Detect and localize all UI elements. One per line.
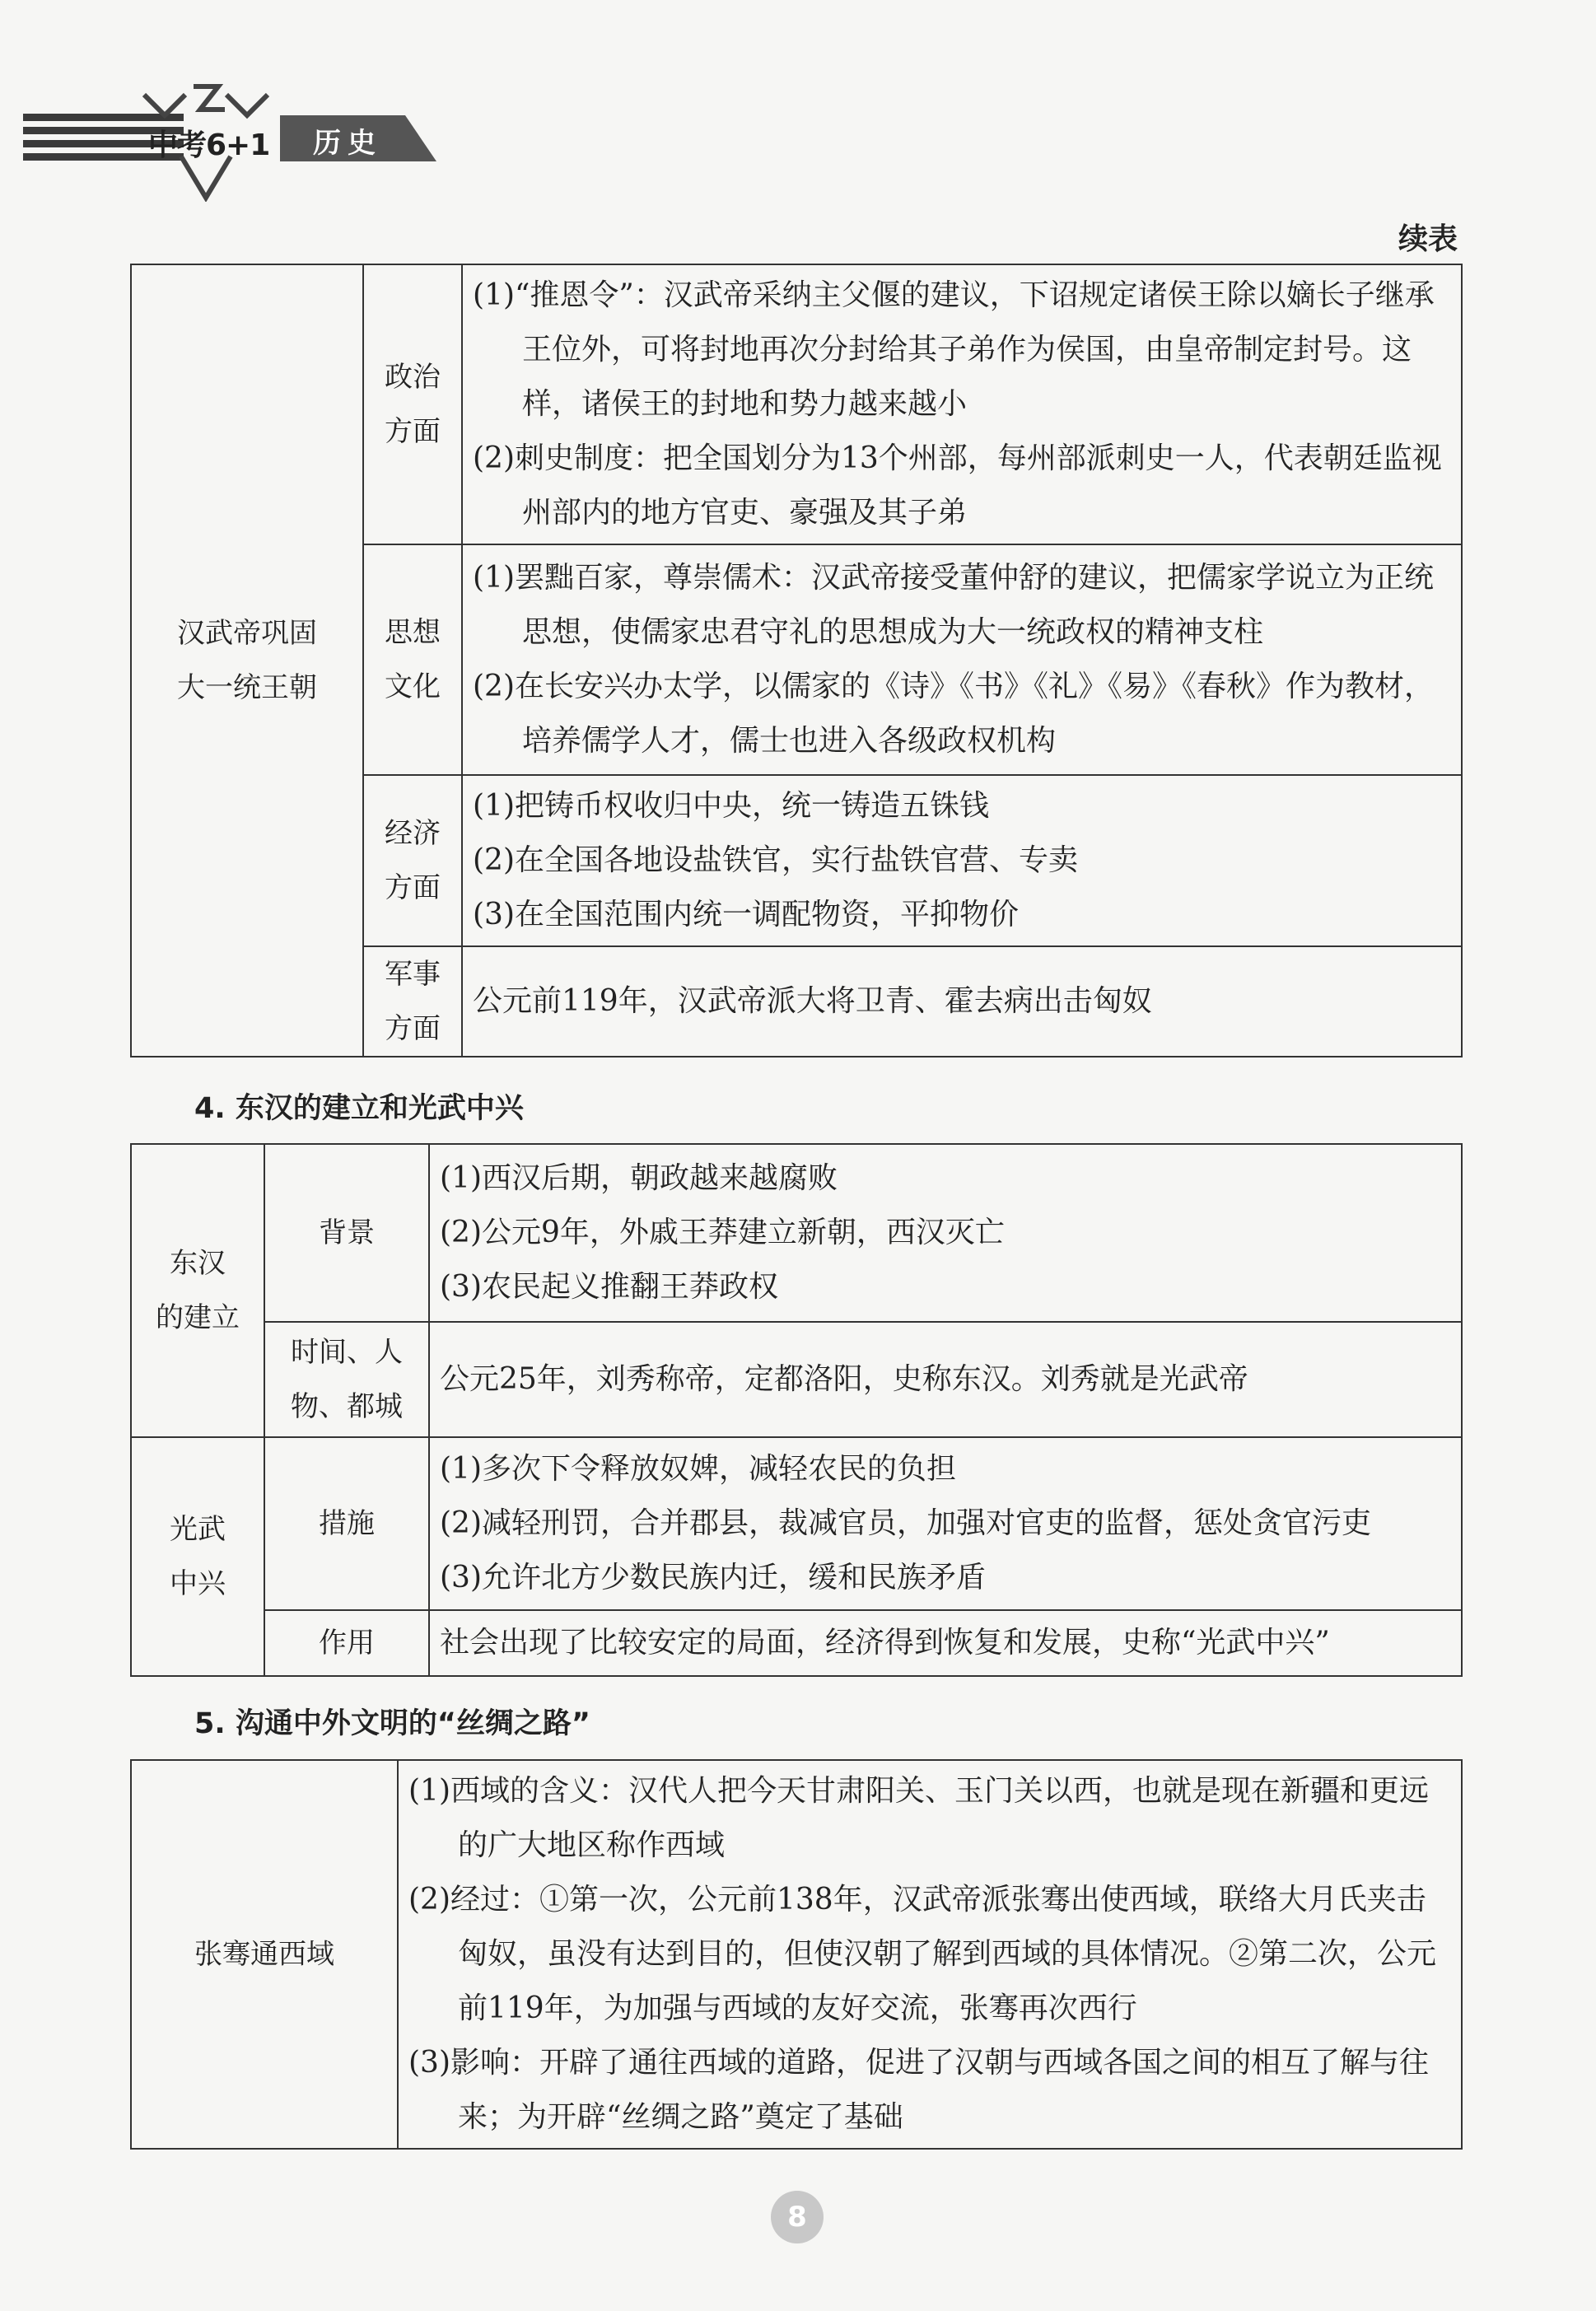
aspect-time-person-capital: 时间、人 物、都城 xyxy=(264,1322,429,1437)
table-han-wudi xyxy=(130,264,1463,1057)
content-politics: (1)“推恩令”：汉武帝采纳主父偃的建议，下诏规定诸侯王除以嫡长子继承王位外，可将封地再次分封给其子弟作为侯国，由皇帝制定封号。这样，诸侯王的封地和势力越来越小 (2)刺史制度：把全国划分为13个州部，每州部派刺史一人，代表朝廷监视州部内的地方官吏、豪强及其子弟 xyxy=(462,264,1462,544)
section-title-silk-road: 5. 沟通中外文明的“丝绸之路” xyxy=(194,1707,590,1740)
aspect-military: 军事 方面 xyxy=(363,946,462,1057)
continued-label: 续表 xyxy=(1398,222,1458,256)
table-silk-road xyxy=(130,1759,1463,2150)
page-header xyxy=(0,0,1596,206)
subject-label: 历史 xyxy=(313,127,382,160)
content-zhang-qian: (1)西域的含义：汉代人把今天甘肃阳关、玉门关以西，也就是现在新疆和更远的广大地区称作西域 (2)经过：①第一次，公元前138年，汉武帝派张骞出使西域，联络大月氏夹击匈奴，虽没有达到目的，但使汉朝了解到西域的具体情况。②第二次，公元前119年，为加强与西域的友好交流，张骞再次西行 (3)影响：开辟了通往西域的道路，促进了汉朝与西域各国之间的相互了解与往来；为开辟“丝绸之路”奠定了基础 xyxy=(398,1760,1462,2149)
table-row xyxy=(131,1437,1462,1610)
content-time-person-capital: 公元25年，刘秀称帝，定都洛阳，史称东汉。刘秀就是光武帝 xyxy=(429,1322,1462,1437)
content-military: 公元前119年，汉武帝派大将卫青、霍去病出击匈奴 xyxy=(462,946,1462,1057)
aspect-economy: 经济 方面 xyxy=(363,775,462,946)
category-guangwu-revival: 光武 中兴 xyxy=(131,1437,264,1676)
content-economy: (1)把铸币权收归中央，统一铸造五铢钱 (2)在全国各地设盐铁官，实行盐铁官营、专卖 (3)在全国范围内统一调配物资，平抑物价 xyxy=(462,775,1462,946)
aspect-background: 背景 xyxy=(264,1144,429,1322)
table-row xyxy=(131,1610,1462,1676)
page-number: 8 xyxy=(771,2191,824,2243)
table-row xyxy=(131,1144,1462,1322)
table-row xyxy=(131,264,1462,544)
category-east-han-founding: 东汉 的建立 xyxy=(131,1144,264,1437)
content-measures: (1)多次下令释放奴婢，减轻农民的负担 (2)减轻刑罚，合并郡县，裁减官员，加强对官吏的监督，惩处贪官污吏 (3)允许北方少数民族内迁，缓和民族矛盾 xyxy=(429,1437,1462,1610)
aspect-politics: 政治 方面 xyxy=(363,264,462,544)
logo-text: 中考6+1 xyxy=(148,128,270,162)
content-background: (1)西汉后期，朝政越来越腐败 (2)公元9年，外戚王莽建立新朝，西汉灭亡 (3)农民起义推翻王莽政权 xyxy=(429,1144,1462,1322)
table-row xyxy=(131,1322,1462,1437)
aspect-culture: 思想 文化 xyxy=(363,544,462,775)
aspect-measures: 措施 xyxy=(264,1437,429,1610)
category-han-wudi: 汉武帝巩固 大一统王朝 xyxy=(131,264,363,1057)
table-east-han xyxy=(130,1143,1463,1677)
section-title-east-han: 4. 东汉的建立和光武中兴 xyxy=(194,1092,524,1125)
content-effect: 社会出现了比较安定的局面，经济得到恢复和发展，史称“光武中兴” xyxy=(429,1610,1462,1676)
aspect-effect: 作用 xyxy=(264,1610,429,1676)
category-zhang-qian: 张骞通西域 xyxy=(131,1760,398,2149)
table-row xyxy=(131,1760,1462,2149)
content-culture: (1)罢黜百家，尊崇儒术：汉武帝接受董仲舒的建议，把儒家学说立为正统思想，使儒家忠君守礼的思想成为大一统政权的精神支柱 (2)在长安兴办太学，以儒家的《诗》《书》《礼》《易》《春秋》作为教材，培养儒学人才，儒士也进入各级政权机构 xyxy=(462,544,1462,775)
